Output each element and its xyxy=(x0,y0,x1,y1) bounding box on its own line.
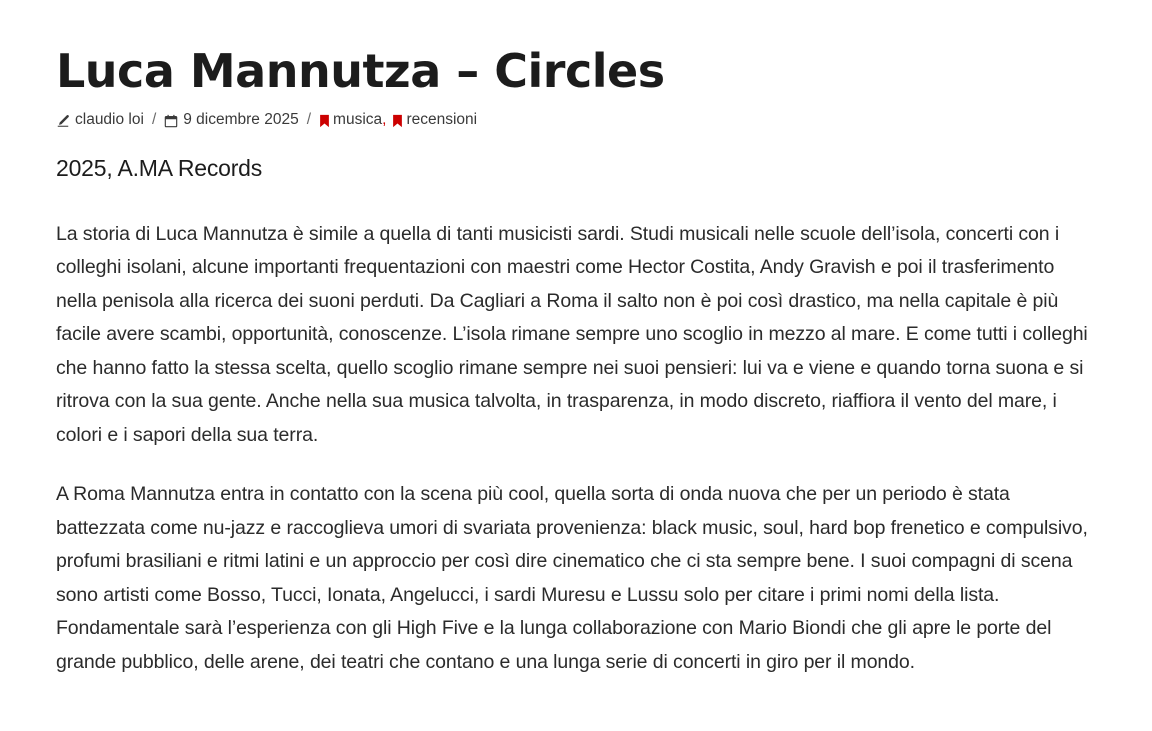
meta-separator-1: / xyxy=(151,110,157,128)
author-meta xyxy=(56,111,144,129)
calendar-icon xyxy=(164,114,178,128)
category-label-recensioni: recensioni xyxy=(406,110,478,128)
article-subtitle: 2025, A.MA Records xyxy=(56,154,263,181)
paragraph-1: La storia di Luca Mannutza è simile a quella di tanti musicisti sardi. Studi musicali nelle scuole dell’isola, concerti con i colleghi isolani, alcune importanti frequentazioni con maestri come Hector Costita, Andy Gravish e poi il trasferimento nella penisola alla ricerca dei suoni perduti. Da Cagliari a Roma il salto non è poi così drastico, ma nella capitale è più facile avere scambi, opportunità, conoscenze. L’isola rimane sempre uno scoglio in mezzo al mare. E come tutti i colleghi che hanno fatto la stessa scelta, quello scoglio rimane sempre nei suoi pensieri: lui va e viene e quando torna suona e si ritrova con la sua gente. Anche nella sua musica talvolta, in trasparenza, in modo discreto, riaffiora il vento del mare, i colori e i sapori della sua terra. xyxy=(56,222,1088,446)
date-meta xyxy=(164,111,298,129)
category-link-recensioni[interactable] xyxy=(392,111,477,129)
date-text: 9 dicembre 2025 xyxy=(183,110,299,128)
post-meta xyxy=(56,111,1092,129)
pencil-icon xyxy=(56,114,70,128)
category-link-musica[interactable] xyxy=(319,111,382,129)
bookmark-icon xyxy=(319,114,330,128)
page-title: Luca Mannutza – Circles xyxy=(56,44,665,98)
paragraph-2: A Roma Mannutza entra in contatto con la scena più cool, quella sorta di onda nuova che per un periodo è stata battezzata come nu-jazz e raccoglieva umori di svariata provenienza: black music, soul, hard bop frenetico e compulsivo, profumi brasiliani e ritmi latini e un approccio per così dire cinematico che ci sta sempre bene. I suoi compagni di scena sono artisti come Bosso, Tucci, Ionata, Angelucci, i sardi Muresu e Lussu solo per citare i primi nomi della lista. Fondamentale sarà l’esperienza con gli High Five e la lunga collaborazione con Mario Biondi che gli apre le porte del grande pubblico, delle arene, dei teatri che contano e una lunga serie di concerti in giro per il mondo. xyxy=(56,483,1088,673)
article-body xyxy=(56,218,1092,680)
meta-separator-2: / xyxy=(306,110,312,128)
bookmark-icon xyxy=(392,114,403,128)
category-label-musica: musica xyxy=(333,110,383,128)
category-comma: , xyxy=(382,110,387,128)
category-musica xyxy=(319,111,477,129)
author-link[interactable]: claudio loi xyxy=(75,110,144,128)
